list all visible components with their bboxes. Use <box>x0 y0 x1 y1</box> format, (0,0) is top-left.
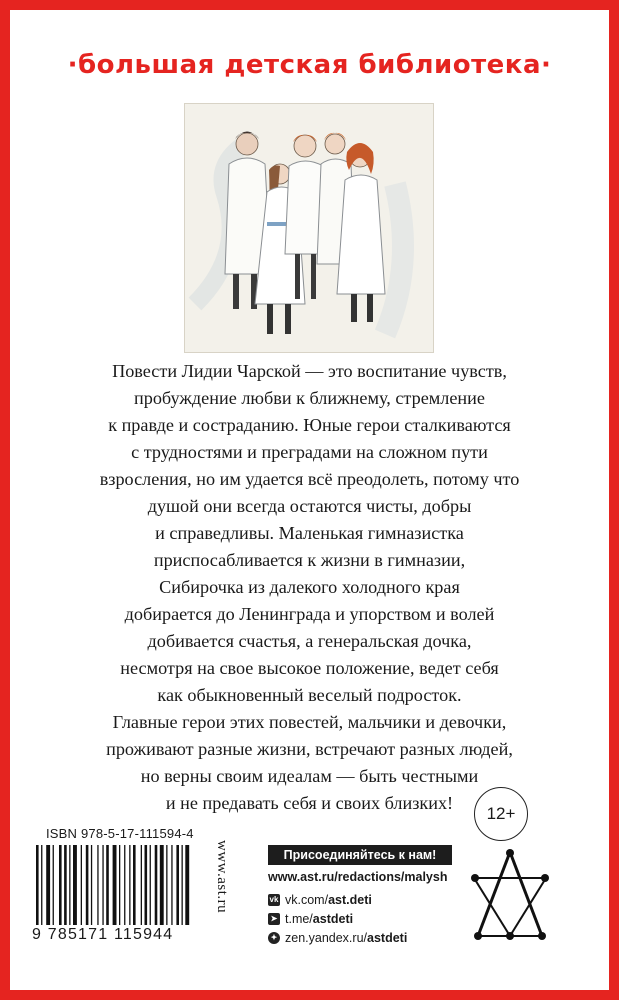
social-link-zen[interactable] <box>268 928 407 947</box>
redactions-link[interactable]: www.ast.ru/redactions/malysh <box>268 870 448 884</box>
telegram-icon: ➤ <box>268 913 280 925</box>
blurb-line: душой они всегда остаются чисты, добры <box>147 496 472 516</box>
blurb-line: добирается до Ленинграда и упорством и волей <box>124 604 495 624</box>
girls-illustration <box>185 104 433 352</box>
cover-illustration <box>185 104 433 352</box>
blurb-line: как обыкновенный веселый подросток. <box>157 685 462 705</box>
blurb-line: приспосабливается к жизни в гимназии, <box>153 550 466 570</box>
blurb-line: с трудностями и преградами на сложном пути <box>131 442 488 462</box>
blurb-line: но верны своим идеалам — быть честными <box>140 766 479 786</box>
social-prefix: t.me/ <box>285 911 313 926</box>
social-link-telegram[interactable] <box>268 909 407 928</box>
social-handle: ast.deti <box>328 892 372 907</box>
blurb-line: взросления, но им удается всё преодолеть, потому что <box>99 469 520 489</box>
social-prefix: vk.com/ <box>285 892 329 907</box>
blurb-line: добивается счастья, а генеральская дочка, <box>147 631 472 651</box>
blurb-line: несмотря на свое высокое положение, ведет себя <box>120 658 499 678</box>
blurb-line: пробуждение любви к ближнему, стремление <box>134 388 485 408</box>
blurb-line: Повести Лидии Чарской — это воспитание чувств, <box>112 361 507 381</box>
blurb-line: Сибирочка из далекого холодного края <box>159 577 460 597</box>
series-title: ·большая детская библиотека· <box>67 50 552 80</box>
join-banner: Присоединяйтесь к нам! <box>268 845 452 865</box>
blurb-line: проживают разные жизни, встречают разных людей, <box>106 739 513 759</box>
social-link-vk[interactable] <box>268 890 407 909</box>
blurb-line: Главные герои этих повестей, мальчики и девочки, <box>112 712 507 732</box>
isbn-label: ISBN 978-5-17-111594-4 <box>46 826 194 841</box>
barcode-icon <box>34 845 204 925</box>
vk-icon: vk <box>269 894 279 904</box>
social-handle: astdeti <box>367 930 408 945</box>
publisher-site: www.ast.ru <box>214 840 230 914</box>
zen-icon: ✦ <box>268 932 280 944</box>
social-handle: astdeti <box>312 911 354 926</box>
ast-logo-icon <box>470 848 550 942</box>
social-prefix: zen.yandex.ru/ <box>285 930 367 945</box>
blurb-line: и справедливы. Маленькая гимназистка <box>155 523 464 543</box>
blurb-text <box>40 358 579 817</box>
barcode-digits: 9 785171 115944 <box>32 926 174 943</box>
social-links <box>268 890 407 947</box>
blurb-line: к правде и состраданию. Юные герои сталкиваются <box>108 415 511 435</box>
blurb-line: и не предавать себя и своих близких! <box>165 793 454 813</box>
age-rating-badge: 12+ <box>474 787 528 841</box>
